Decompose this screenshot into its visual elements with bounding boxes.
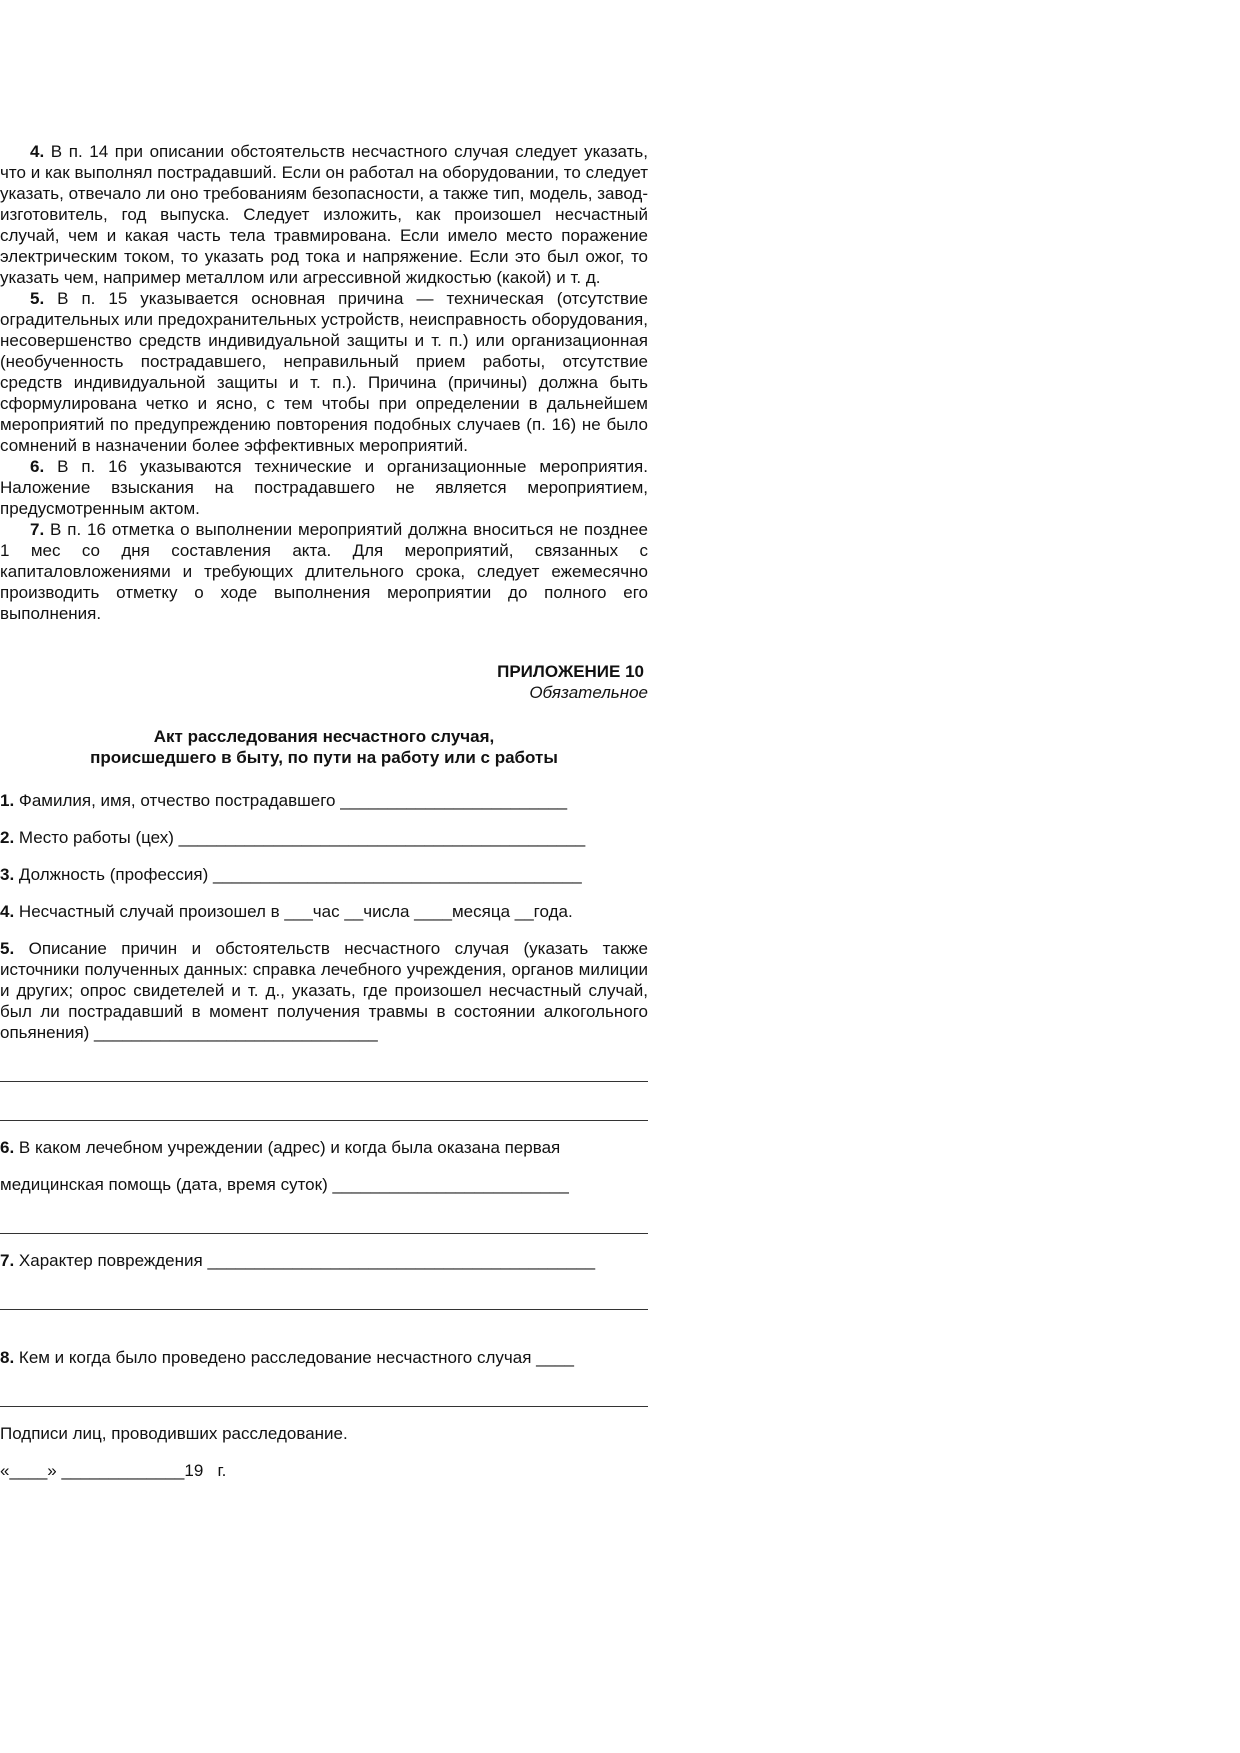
act-title (0, 726, 648, 768)
instruction-paragraph-7 (0, 519, 648, 624)
instruction-paragraph-5 (0, 288, 648, 456)
field-label: Несчастный случай произошел в ___час __числа ____месяца __года. (14, 902, 573, 921)
signatures-label: Подписи лиц, проводивших расследование. (0, 1424, 348, 1443)
field-number: 1. (0, 791, 15, 810)
paragraph-number: 5. (30, 289, 45, 308)
form-field-8-investigation (0, 1347, 648, 1368)
field-label: В каком лечебном учреждении (адрес) и когда была оказана первая (14, 1138, 561, 1157)
instruction-paragraph-6 (0, 456, 648, 519)
form-field-2-workplace (0, 827, 648, 848)
form-field-1-name (0, 790, 648, 811)
paragraph-text: В п. 14 при описании обстоятельств несчастного случая следует указать, что и как выполнял пострадавший. Если он работал на оборудовании, то следует указать, отвечало ли оно требованиям безопасности, а также тип, модель, завод-изготовитель, год выпуска. Следует изложить, как произошел несчастный случай, чем и какая часть тела травмирована. Если имело место поражение электрическим током, то указать род тока и напряжение. Если это был ожог, то указать чем, например металлом или агрессивной жидкостью (какой) и т. д. (0, 142, 648, 287)
blank-line (0, 1099, 648, 1121)
paragraph-number: 4. (30, 142, 45, 161)
form-field-6-medical-cont (0, 1174, 648, 1195)
paragraph-number: 6. (30, 457, 45, 476)
field-label: медицинская помощь (дата, время суток) _________________________ (0, 1175, 569, 1194)
field-label: Фамилия, имя, отчество пострадавшего ________________________ (14, 791, 568, 810)
blank-line (0, 1212, 648, 1234)
blank-line (0, 1288, 648, 1310)
paragraph-text: В п. 16 указываются технические и организационные мероприятия. Наложение взыскания на пострадавшего не является мероприятием, предусмотренным актом. (0, 457, 648, 518)
signature-date-line: «____» _____________19 г. (0, 1461, 227, 1480)
field-number: 4. (0, 902, 15, 921)
form-field-5-description (0, 938, 648, 1043)
field-label: Должность (профессия) _______________________________________ (14, 865, 582, 884)
field-number: 8. (0, 1348, 15, 1367)
field-number: 5. (0, 939, 15, 958)
blank-line (0, 1385, 648, 1407)
form-field-4-datetime (0, 901, 648, 922)
form-field-6-medical (0, 1137, 648, 1158)
paragraph-text: В п. 16 отметка о выполнении мероприятий должна вноситься не позднее 1 мес со дня составления акта. Для мероприятий, связанных с капиталовложениями и требующих длительного срока, следует ежемесячно производить отметку о ходе выполнения мероприятии до полного его выполнения. (0, 520, 648, 623)
act-title-line-2: происшедшего в быту, по пути на работу или с работы (90, 748, 558, 767)
paragraph-text: В п. 15 указывается основная причина — техническая (отсутствие оградительных или предохранительных устройств, неисправность оборудования, несовершенство средств индивидуальной защиты и т. п.) или организационная (необученность пострадавшего, неправильный прием работы, отсутствие средств индивидуальной защиты и т. п.). Причина (причины) должна быть сформулирована четко и ясно, с тем чтобы при определении в дальнейшем мероприятий по предупреждению повторения подобных случаев (п. 16) не было сомнений в назначении более эффективных мероприятий. (0, 289, 648, 455)
field-number: 3. (0, 865, 15, 884)
field-label: Место работы (цех) ___________________________________________ (14, 828, 586, 847)
instruction-paragraph-4 (0, 141, 648, 288)
field-number: 2. (0, 828, 15, 847)
appendix-title: ПРИЛОЖЕНИЕ 10 (497, 662, 644, 681)
form-field-3-position (0, 864, 648, 885)
field-label: Описание причин и обстоятельств несчастного случая (указать также источники полученных данных: справка лечебного учреждения, органов милиции и других; опрос свидетелей и т. д., указать, где произошел несчастный случай, был ли пострадавший в момент получения травмы в состоянии алкогольного опьянения) ______________________________ (0, 939, 648, 1042)
document-page (0, 141, 648, 1481)
act-title-line-1: Акт расследования несчастного случая, (153, 727, 495, 746)
field-label: Кем и когда было проведено расследование несчастного случая ____ (14, 1348, 574, 1367)
appendix-heading (0, 661, 648, 703)
paragraph-number: 7. (30, 520, 45, 539)
field-label: Характер повреждения _________________________________________ (14, 1251, 596, 1270)
field-number: 7. (0, 1251, 15, 1270)
form-field-7-injury (0, 1250, 648, 1271)
appendix-subtitle: Обязательное (529, 683, 648, 702)
blank-line (0, 1060, 648, 1082)
field-number: 6. (0, 1138, 15, 1157)
